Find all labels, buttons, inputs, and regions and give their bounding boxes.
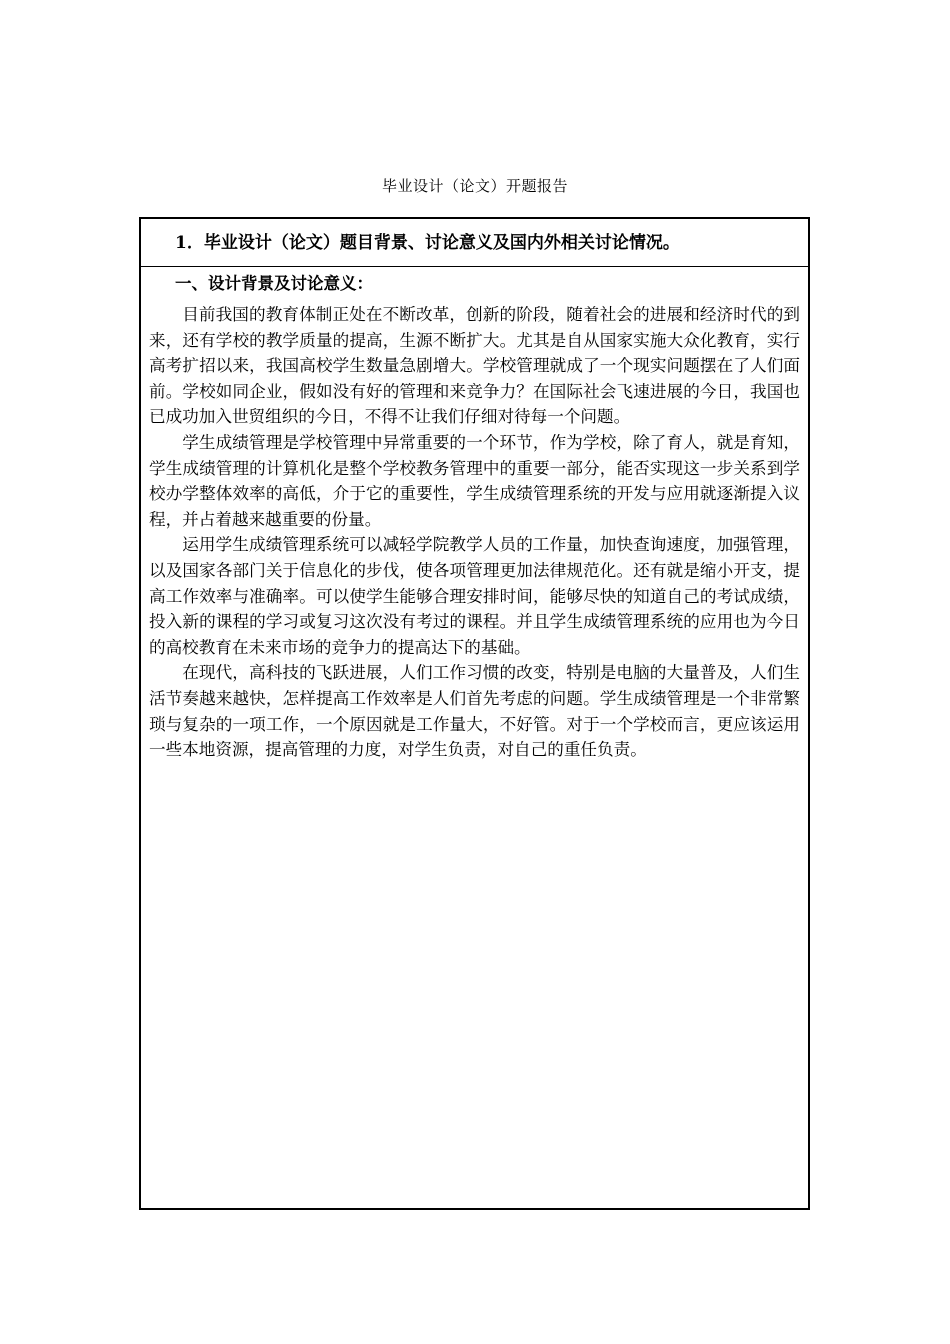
section-header: 1．毕业设计（论文）题目背景、讨论意义及国内外相关讨论情况。 [141, 219, 808, 267]
section-subheading: 一、设计背景及讨论意义： [175, 274, 373, 293]
page-title: 毕业设计（论文）开题报告 [381, 177, 568, 195]
body-text [149, 302, 800, 763]
report-table [139, 217, 810, 1210]
paragraph: 在现代，高科技的飞跃进展，人们工作习惯的改变，特别是电脑的大量普及，人们生活节奏越来越快，怎样提高工作效率是人们首先考虑的问题。学生成绩管理是一个非常繁琐与复杂的一项工作，一个原因就是工作量大，不好管。对于一个学校而言，更应该运用一些本地资源，提高管理的力度，对学生负责，对自己的重任负责。 [149, 663, 800, 760]
paragraph: 运用学生成绩管理系统可以减轻学院教学人员的工作量，加快查询速度，加强管理，以及国家各部门关于信息化的步伐，使各项管理更加法律规范化。还有就是缩小开支，提高工作效率与准确率。可以使学生能够合理安排时间，能够尽快的知道自己的考试成绩，投入新的课程的学习或复习这次没有考过的课程。并且学生成绩管理系统的应用也为今日的高校教育在未来市场的竞争力的提高达下的基础。 [149, 535, 800, 657]
paragraph: 学生成绩管理是学校管理中异常重要的一个环节，作为学校，除了育人，就是育知，学生成绩管理的计算机化是整个学校教务管理中的重要一部分，能否实现这一步关系到学校办学整体效率的高低，介于它的重要性，学生成绩管理系统的开发与应用就逐渐提入议程，并占着越来越重要的份量。 [149, 432, 800, 529]
paragraph: 目前我国的教育体制正处在不断改革，创新的阶段，随着社会的进展和经济时代的到来，还有学校的教学质量的提高，生源不断扩大。尤其是自从国家实施大众化教育，实行高考扩招以来，我国高校学生数量急剧增大。学校管理就成了一个现实问题摆在了人们面前。学校如同企业，假如没有好的管理和来竞争力？在国际社会飞速进展的今日，我国也已成功加入世贸组织的今日，不得不让我们仔细对待每一个问题。 [149, 305, 800, 427]
